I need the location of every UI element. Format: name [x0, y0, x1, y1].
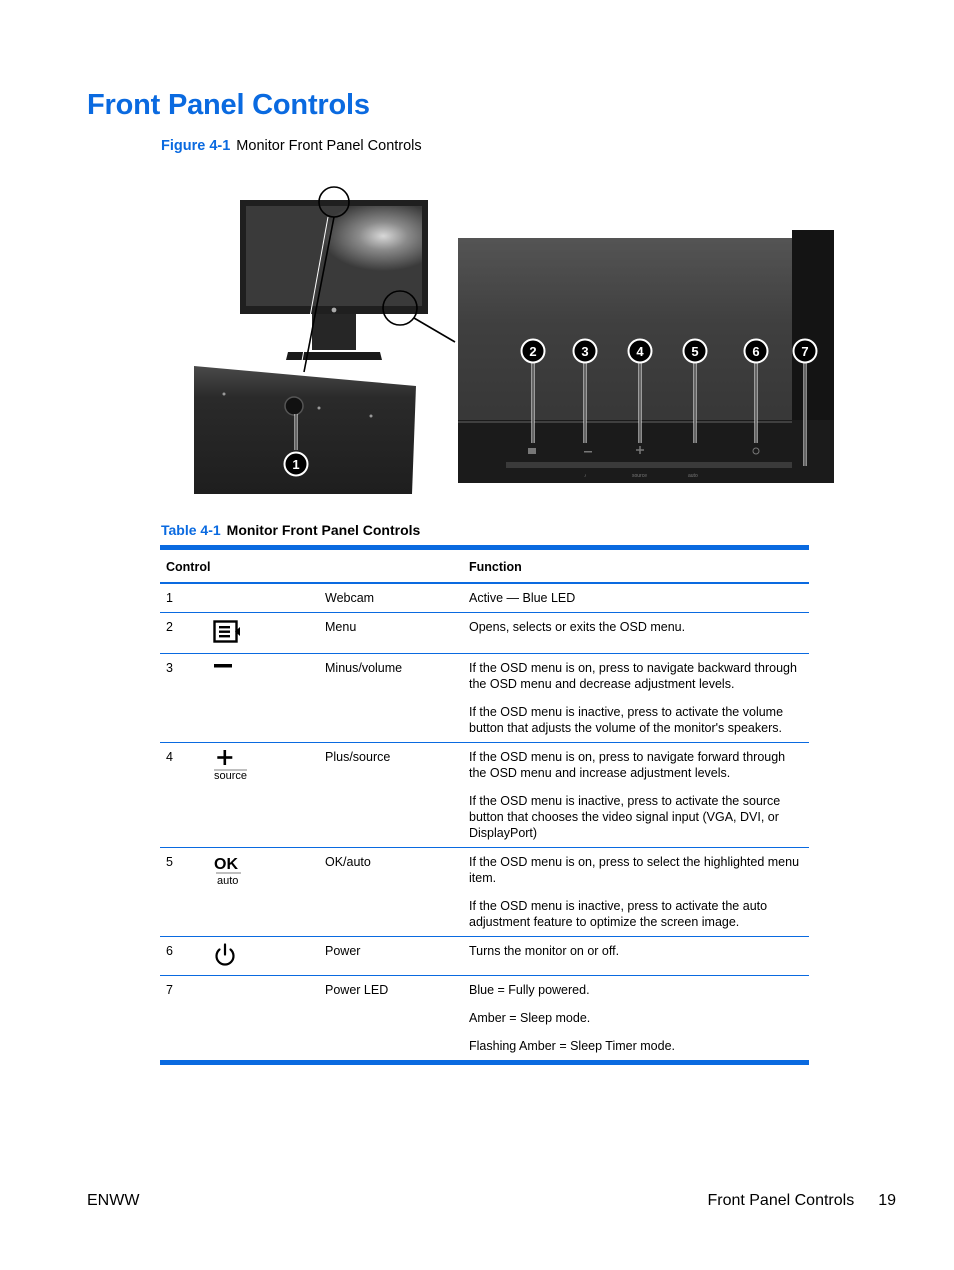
- row-icon-cell: [207, 937, 319, 976]
- row-function: Blue = Fully powered. Amber = Sleep mode. Flashing Amber = Sleep Timer mode.: [463, 976, 809, 1063]
- footer-right: [707, 1192, 896, 1210]
- row-number: 5: [160, 848, 207, 937]
- bezel-source-label: source: [632, 473, 648, 479]
- figure-caption: [161, 138, 422, 154]
- svg-text:4: 4: [636, 344, 644, 359]
- source-label: source: [214, 770, 248, 782]
- header-control: Control: [160, 548, 463, 584]
- table-row: [160, 976, 809, 1063]
- row-control-name: Webcam: [319, 583, 463, 613]
- callout-6: [745, 340, 768, 363]
- row-number: 4: [160, 743, 207, 848]
- hp-logo: [332, 308, 337, 313]
- bezel-auto-label: auto: [688, 473, 698, 479]
- row-icon-cell: [207, 743, 319, 848]
- svg-text:3: 3: [581, 344, 589, 359]
- page-title: Front Panel Controls: [87, 89, 370, 121]
- monitor-foot: [286, 352, 382, 360]
- row-icon-cell: [207, 976, 319, 1063]
- power-icon: [213, 943, 259, 969]
- webcam-lens: [285, 397, 303, 415]
- table-row: [160, 613, 809, 654]
- row-function: Opens, selects or exits the OSD menu.: [463, 613, 809, 654]
- row-control-name: Minus/volume: [319, 654, 463, 743]
- table-caption: [161, 522, 420, 538]
- row-icon-cell: [207, 583, 319, 613]
- row-control-name: OK/auto: [319, 848, 463, 937]
- table-row: [160, 583, 809, 613]
- row-number: 6: [160, 937, 207, 976]
- monitor-figure: [180, 180, 840, 500]
- table-row: [160, 654, 809, 743]
- row-number: 2: [160, 613, 207, 654]
- row-number: 7: [160, 976, 207, 1063]
- figure-caption-label: Figure 4-1: [161, 138, 231, 154]
- minus-icon: [213, 660, 259, 676]
- table-row: [160, 743, 809, 848]
- row-function: Turns the monitor on or off.: [463, 937, 809, 976]
- auto-label: auto: [217, 875, 239, 887]
- row-icon-cell: [207, 848, 319, 937]
- row-control-name: Menu: [319, 613, 463, 654]
- table-header-row: [160, 548, 809, 584]
- menu-icon: [213, 619, 259, 647]
- button-strip: [506, 462, 792, 468]
- row-function: If the OSD menu is on, press to navigate backward through the OSD menu and decrease adjustment levels. If the OSD menu is inactive, press to activate the volume button that adjusts the volume of the monitor's speakers.: [463, 654, 809, 743]
- callout-2: [522, 340, 545, 363]
- plus-icon: [213, 749, 259, 783]
- controls-table: [160, 545, 809, 1065]
- table-row: [160, 848, 809, 937]
- table-caption-text: Monitor Front Panel Controls: [226, 522, 421, 538]
- svg-text:7: 7: [801, 344, 809, 359]
- svg-text:2: 2: [529, 344, 537, 359]
- page-number: 19: [878, 1192, 896, 1209]
- bezel-minus-icon: [584, 451, 592, 453]
- ok-text: OK: [214, 856, 238, 873]
- svg-text:1: 1: [292, 457, 300, 472]
- footer-section: Front Panel Controls: [707, 1192, 855, 1209]
- bezel-menu-icon: [528, 448, 536, 454]
- row-number: 3: [160, 654, 207, 743]
- ok-icon: [213, 854, 259, 888]
- callout-3: [574, 340, 597, 363]
- callout-5: [684, 340, 707, 363]
- row-icon-cell: [207, 613, 319, 654]
- table-row: [160, 937, 809, 976]
- monitor-illustration: [180, 180, 840, 500]
- header-function: Function: [463, 548, 809, 584]
- webcam-closeup: [194, 366, 416, 494]
- monitor-neck: [312, 314, 356, 350]
- row-control-name: Power: [319, 937, 463, 976]
- row-number: 1: [160, 583, 207, 613]
- row-control-name: Plus/source: [319, 743, 463, 848]
- bezel-volume-icon: ♪: [584, 473, 587, 479]
- row-control-name: Power LED: [319, 976, 463, 1063]
- figure-caption-text: Monitor Front Panel Controls: [236, 138, 422, 154]
- callout-1: [285, 453, 308, 476]
- table-caption-label: Table 4-1: [161, 522, 221, 538]
- callout-7: [794, 340, 817, 363]
- footer-left: ENWW: [87, 1192, 140, 1209]
- callout-4: [629, 340, 652, 363]
- row-icon-cell: [207, 654, 319, 743]
- svg-text:5: 5: [691, 344, 699, 359]
- row-function: Active — Blue LED: [463, 583, 809, 613]
- row-function: If the OSD menu is on, press to navigate forward through the OSD menu and increase adjustment levels. If the OSD menu is inactive, press to activate the source button that chooses the video signal input (VGA, DVI, or DisplayPort): [463, 743, 809, 848]
- row-function: If the OSD menu is on, press to select the highlighted menu item. If the OSD menu is inactive, press to activate the auto adjustment feature to optimize the screen image.: [463, 848, 809, 937]
- svg-text:6: 6: [752, 344, 760, 359]
